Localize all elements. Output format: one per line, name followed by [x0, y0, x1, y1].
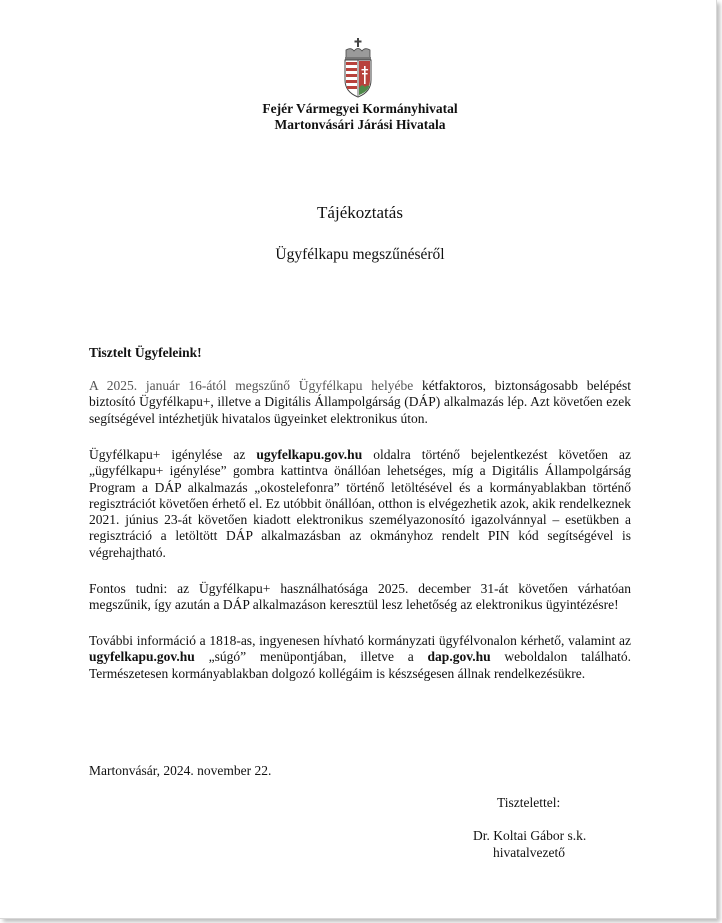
salutation: Tisztelt Ügyfeleink!	[89, 345, 202, 360]
paragraph-1-body: kétfaktoros, biztonságosabb belépést biztosító Ügyfélkapu+, illetve a Digitális Állampolgárság (DÁP) alkalmazás lép. Azt követően ezek segítségével intézhetjük hivatalos ügyeinket elektronikus úton.	[89, 378, 631, 426]
paragraph-2-intro: Ügyfélkapu+ igénylése az	[89, 447, 257, 462]
paragraph-3: Fontos tudni: az Ügyfélkapu+ használhatósága 2025. december 31-át követően várhatóan megszűnik, így azután a DÁP alkalmazáson keresztül lesz lehetőség az elektronikus ügyintézésre!	[89, 581, 631, 613]
dap-link: dap.gov.hu	[427, 649, 491, 665]
signature-title: hivatalvezető	[493, 845, 565, 860]
paragraph-4	[89, 633, 631, 682]
paragraph-1-intro: A 2025. január 16-ától megszűnő Ügyfélkapu helyébe	[89, 378, 422, 393]
paragraph-4-mid: „súgó” menüpontjában, illetve a	[194, 649, 428, 665]
document-title: Tájékoztatás	[317, 203, 403, 222]
paragraph-4-end: weboldalon található. Természetesen kormányablakban dolgozó kollégáim is készségesen állnak rendelkezésükre.	[89, 649, 631, 681]
office-subunit: Martonvásári Járási Hivatala	[274, 117, 446, 132]
paragraph-2	[89, 447, 631, 561]
paragraph-4-intro: További információ a 1818-as, ingyenesen hívható kormányzati ügyfélvonalon kérhető, valamint az	[89, 633, 631, 648]
signature-name: Dr. Koltai Gábor s.k.	[473, 828, 587, 843]
ugyfelkapu-link: ugyfelkapu.gov.hu	[89, 649, 195, 665]
paragraph-1	[89, 378, 631, 427]
document-subtitle: Ügyfélkapu megszűnéséről	[275, 246, 445, 263]
paragraph-2-body: oldalra történő bejelentkezést követően az „ügyfélkapu+ igénylése” gombra kattintva önállóan lehetséges, míg a Digitális Állampolgárság Program a DÁP alkalmazás „okostelefonra” történő letöltésével és a kormányablakban történő regisztrációt követően érhető el. Ez utóbbit önállóan, otthon is elvégezhetik azok, akik rendelkeznek 2021. június 23-át követően kiadott elektronikus személyazonosító igazolvánnyal – esetükben a regisztráció a letöltött DÁP alkalmazásban az okmányhoz rendelt PIN kód segítségével is végrehajtható.	[89, 447, 631, 560]
closing: Tisztelettel:	[497, 795, 561, 810]
hungarian-coat-of-arms-icon	[340, 38, 376, 98]
ugyfelkapu-link: ugyfelkapu.gov.hu	[256, 447, 363, 462]
office-name: Fejér Vármegyei Kormányhivatal	[262, 101, 458, 116]
place-and-date: Martonvásár, 2024. november 22.	[89, 763, 272, 778]
